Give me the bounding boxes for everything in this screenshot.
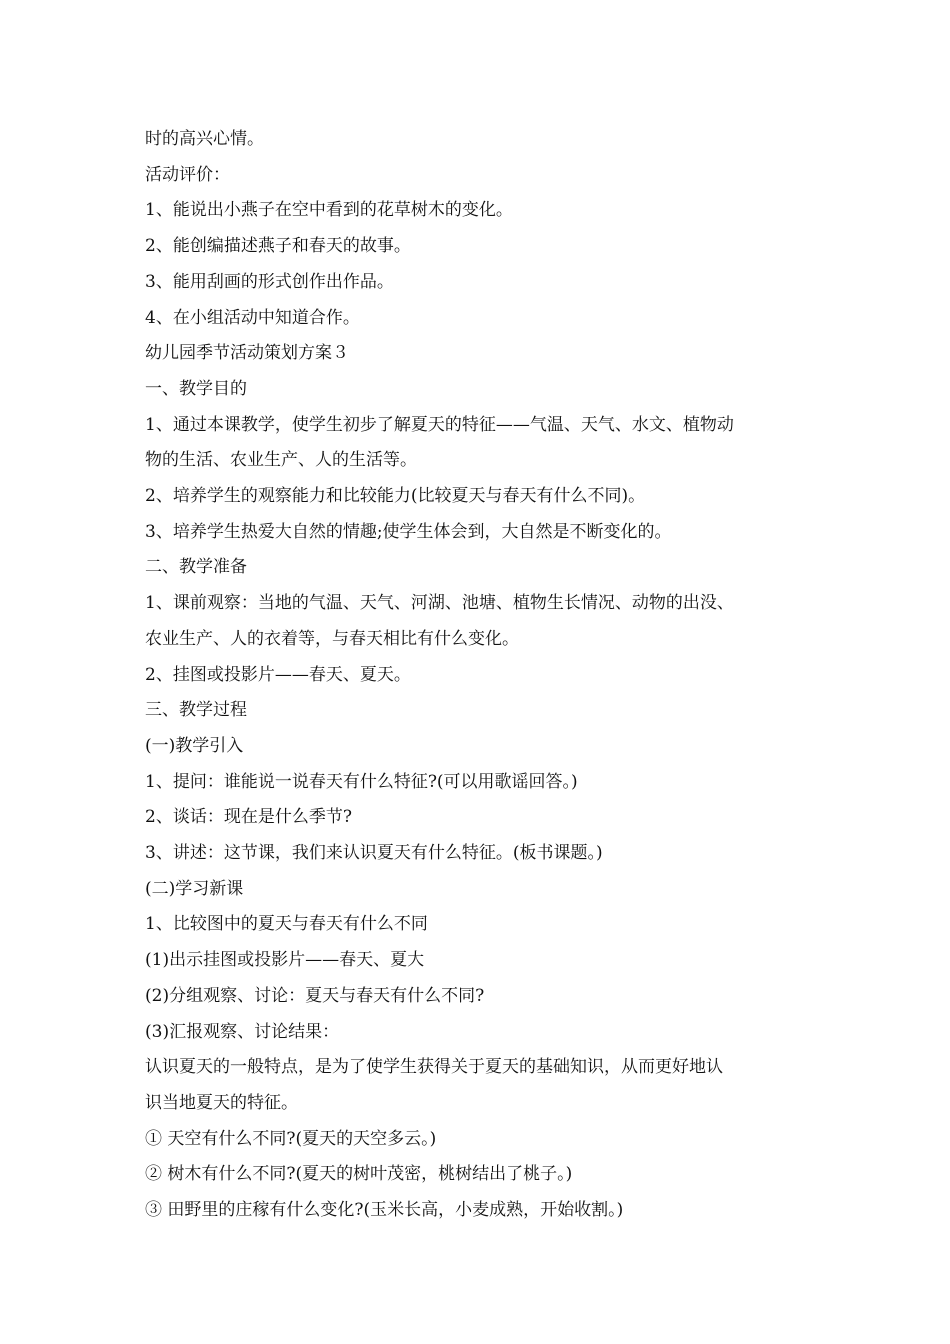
- text-line: 3、讲述：这节课，我们来认识夏天有什么特征。(板书课题。): [145, 843, 603, 864]
- text-line: (1)出示挂图或投影片——春天、夏大: [145, 950, 425, 971]
- heading: 二、教学准备: [145, 557, 247, 578]
- text-line: ② 树木有什么不同?(夏天的树叶茂密，桃树结出了桃子。): [145, 1164, 573, 1185]
- document-body: [145, 122, 815, 1229]
- text-line: 2、培养学生的观察能力和比较能力(比较夏天与春天有什么不同)。: [145, 486, 646, 507]
- text-line: 4、在小组活动中知道合作。: [145, 307, 360, 328]
- text-line: ① 天空有什么不同?(夏天的天空多云。): [145, 1128, 437, 1149]
- text-line: 2、谈话：现在是什么季节?: [145, 807, 352, 828]
- text-line: (2)分组观察、讨论：夏天与春天有什么不同?: [145, 985, 485, 1006]
- text-line: 1、提问：谁能说一说春天有什么特征?(可以用歌谣回答。): [145, 771, 578, 792]
- heading: 三、教学过程: [145, 700, 247, 721]
- text-line: 1、能说出小燕子在空中看到的花草树木的变化。: [145, 200, 513, 221]
- text-line: (3)汇报观察、讨论结果：: [145, 1021, 340, 1042]
- text-line: 2、能创编描述燕子和春天的故事。: [145, 236, 411, 257]
- text-line: 1、比较图中的夏天与春天有什么不同: [145, 914, 428, 935]
- text-line: 2、挂图或投影片——春天、夏天。: [145, 664, 411, 685]
- text-line: 时的高兴心情。: [145, 129, 264, 149]
- text-line: 1、通过本课教学，使学生初步了解夏天的特征——气温、天气、水文、植物动: [145, 414, 734, 435]
- heading: 一、教学目的: [145, 378, 247, 399]
- text-line: 物的生活、农业生产、人的生活等。: [145, 450, 417, 471]
- text-line: 3、能用刮画的形式创作出作品。: [145, 271, 394, 292]
- text-line: ③ 田野里的庄稼有什么变化?(玉米长高，小麦成熟，开始收割。): [145, 1200, 624, 1221]
- text-line: 识当地夏天的特征。: [145, 1092, 298, 1113]
- text-line: 认识夏天的一般特点，是为了使学生获得关于夏天的基础知识，从而更好地认: [145, 1057, 723, 1078]
- section-title: 幼儿园季节活动策划方案３: [145, 343, 349, 364]
- text-line: 活动评价：: [145, 164, 230, 185]
- text-line: 1、课前观察：当地的气温、天气、河湖、池塘、植物生长情况、动物的出没、: [145, 593, 734, 614]
- text-line: 农业生产、人的衣着等，与春天相比有什么变化。: [145, 628, 519, 649]
- subheading: (二)学习新课: [145, 878, 244, 899]
- text-line: 3、培养学生热爱大自然的情趣;使学生体会到，大自然是不断变化的。: [145, 521, 672, 542]
- subheading: (一)教学引入: [145, 735, 244, 756]
